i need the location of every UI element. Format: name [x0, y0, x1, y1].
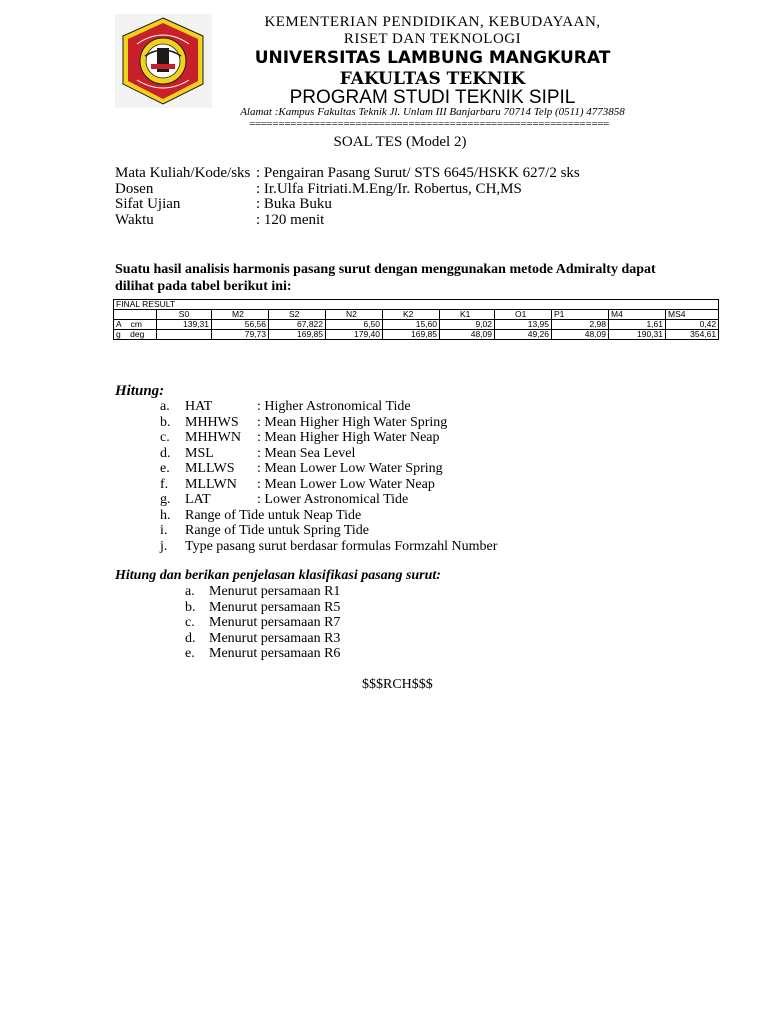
table-header-cell: O1 [495, 310, 552, 320]
table-row-label: g deg [114, 330, 157, 340]
item-abbr: Range of Tide untuk Spring Tide [185, 523, 369, 538]
table-cell: 67,822 [269, 320, 326, 330]
table-cell: 179,40 [326, 330, 383, 340]
item-desc: : Lower Astronomical Tide [257, 492, 409, 507]
item-letter: d. [185, 630, 196, 646]
table-cell: 13,95 [495, 320, 552, 330]
table-row-label: A cm [114, 320, 157, 330]
hitung-heading: Hitung: [115, 383, 165, 399]
table-cell: 9,02 [440, 320, 495, 330]
item-desc: : Mean Sea Level [257, 445, 356, 461]
table-header-cell: K1 [440, 310, 495, 320]
item-desc: : Mean Lower Low Water Neap [257, 476, 435, 492]
table-header-cell: N2 [326, 310, 383, 320]
table-cell: 0,42 [666, 320, 719, 330]
table-header-cell: S2 [269, 310, 326, 320]
item-letter: g. [160, 492, 171, 507]
item-abbr: MHHWN [185, 430, 241, 445]
table-cell: 15,60 [383, 320, 440, 330]
table-cell: 354,61 [666, 330, 719, 340]
table-cell: 1,61 [609, 320, 666, 330]
item-letter: f. [160, 476, 169, 492]
item-letter: c. [185, 615, 195, 630]
table-caption: FINAL RESULT [114, 300, 719, 310]
info-key: Sifat Ujian [115, 196, 181, 212]
ministry-line-1: KEMENTERIAN PENDIDIKAN, KEBUDAYAAN, [264, 14, 601, 30]
logo-seal-icon [115, 14, 212, 108]
info-key: Waktu [115, 211, 154, 228]
table-caption-row [114, 300, 719, 310]
table-cell: 169,85 [269, 330, 326, 340]
question-text: Suatu hasil analisis harmonis pasang surut dengan menggunakan metode Admiralty dapat dilihat pada tabel berikut ini: [115, 262, 656, 294]
item-abbr: MHHWS [185, 414, 239, 430]
table-cell: 48,09 [552, 330, 609, 340]
info-value: : Ir.Ulfa Fitriati.M.Eng/Ir. Robertus, CH,MS [256, 180, 522, 197]
item-letter: a. [160, 399, 170, 414]
item-abbr: LAT [185, 492, 211, 507]
info-key: Dosen [115, 180, 154, 197]
ministry-line-2: RISET DAN TEKNOLOGI [343, 31, 522, 47]
table-cell: 139,31 [157, 320, 212, 330]
table-cell: 79,73 [212, 330, 269, 340]
item-letter: e. [185, 646, 195, 661]
item-letter: i. [160, 523, 168, 538]
table-header-cell: K2 [383, 310, 440, 320]
item-abbr: MSL [185, 445, 214, 461]
program-name: PROGRAM STUDI TEKNIK SIPIL [289, 87, 576, 108]
item-letter: c. [160, 430, 170, 445]
item-desc: Menurut persamaan R6 [209, 646, 341, 661]
item-letter: j. [160, 538, 168, 554]
item-desc: Menurut persamaan R5 [209, 599, 341, 615]
item-desc: Menurut persamaan R7 [209, 615, 341, 630]
table-cell: 56,56 [212, 320, 269, 330]
item-abbr: MLLWS [185, 461, 235, 476]
item-abbr: MLLWN [185, 476, 237, 492]
item-letter: h. [160, 507, 171, 523]
faculty-name: FAKULTAS TEKNIK [339, 69, 526, 89]
item-desc: : Mean Higher High Water Neap [257, 430, 440, 445]
item-abbr: Type pasang surut berdasar formulas Formzahl Number [185, 538, 498, 554]
table-cell: 169,85 [383, 330, 440, 340]
item-letter: d. [160, 445, 171, 461]
info-value: : Pengairan Pasang Surut/ STS 6645/HSKK 627/2 sks [256, 165, 580, 181]
header-rule: ============================================================= [248, 118, 610, 130]
document-title: SOAL TES (Model 2) [333, 134, 467, 150]
final-result-table [113, 299, 719, 340]
university-name: UNIVERSITAS LAMBUNG MANGKURAT [254, 48, 611, 68]
table-cell [157, 330, 212, 340]
table-header-cell: M2 [212, 310, 269, 320]
table-header-row [114, 310, 719, 320]
klasifikasi-heading: Hitung dan berikan penjelasan klasifikasi pasang surut: [115, 568, 441, 583]
table-row [114, 320, 719, 330]
item-letter: e. [160, 461, 170, 476]
table-header-cell: MS4 [666, 310, 719, 320]
item-abbr: Range of Tide untuk Neap Tide [185, 507, 362, 523]
item-abbr: HAT [185, 399, 213, 414]
table-cell: 6,50 [326, 320, 383, 330]
item-desc: Menurut persamaan R3 [209, 630, 341, 646]
item-letter: a. [185, 584, 195, 599]
signature-mark: $$$RCH$$$ [362, 677, 433, 692]
info-value: : 120 menit [256, 211, 325, 228]
info-value: : Buka Buku [256, 196, 332, 212]
table-cell: 48,09 [440, 330, 495, 340]
table-header-cell: M4 [609, 310, 666, 320]
table-cell: 190,31 [609, 330, 666, 340]
item-desc: : Mean Lower Low Water Spring [257, 461, 443, 476]
table-header-cell: P1 [552, 310, 609, 320]
table-header-cell [114, 310, 157, 320]
info-key: Mata Kuliah/Kode/sks [115, 165, 251, 181]
item-desc: : Higher Astronomical Tide [257, 399, 411, 414]
item-desc: Menurut persamaan R1 [209, 584, 341, 599]
table-header-cell: S0 [157, 310, 212, 320]
item-desc: : Mean Higher High Water Spring [257, 414, 448, 430]
table-cell: 2,98 [552, 320, 609, 330]
item-letter: b. [185, 599, 196, 615]
address-line: Alamat :Kampus Fakultas Teknik Jl. Unlam III Banjarbaru 70714 Telp (0511) 4773858 [240, 106, 625, 118]
university-logo [115, 14, 212, 108]
item-letter: b. [160, 414, 171, 430]
table-cell: 49,26 [495, 330, 552, 340]
table-row [114, 330, 719, 340]
